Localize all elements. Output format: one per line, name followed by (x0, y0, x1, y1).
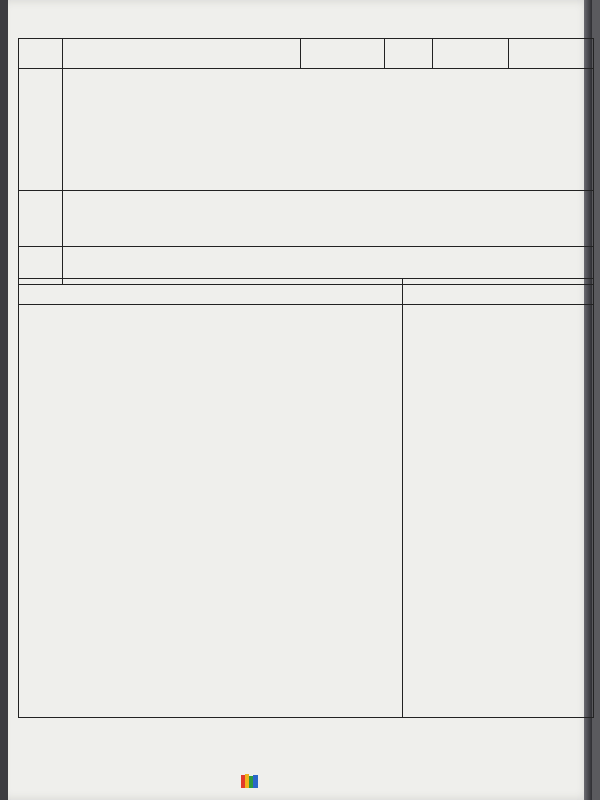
content-label (19, 39, 63, 69)
unit-hours-label (301, 39, 385, 69)
unit-hours-value (385, 39, 433, 69)
document-page (8, 0, 592, 800)
goals-label (19, 69, 63, 191)
process-main (19, 279, 403, 717)
book-logo-icon (240, 772, 260, 790)
content-cell (63, 39, 301, 69)
lesson-info-table (18, 38, 594, 285)
process-head (19, 279, 402, 305)
total-hours-value (509, 39, 594, 69)
book-spine (0, 0, 8, 800)
revision-column (403, 279, 593, 305)
keypoints-text (63, 191, 594, 247)
goals-text (63, 69, 594, 191)
process-section (18, 278, 594, 718)
total-hours-label (433, 39, 509, 69)
site-logo (240, 772, 264, 790)
keypoints-label (19, 191, 63, 247)
revise-head (403, 279, 593, 305)
